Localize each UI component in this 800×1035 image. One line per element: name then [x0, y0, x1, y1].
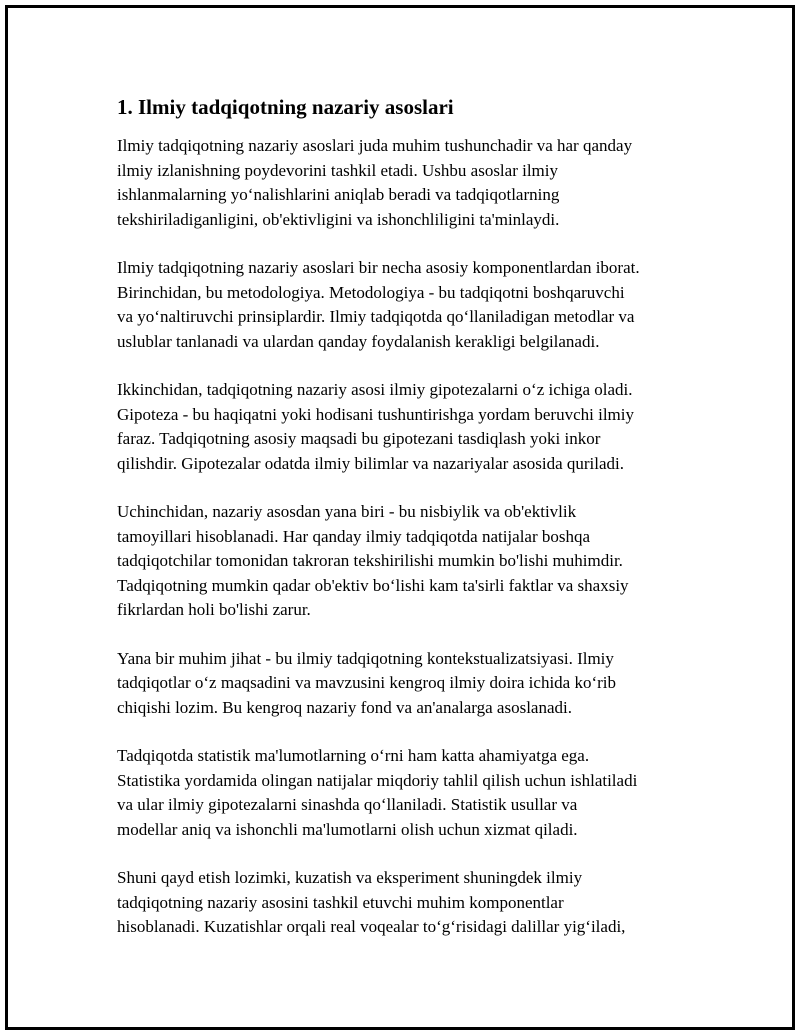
- text-line: tekshiriladiganligini, ob'ektivligini va ishonchliligini ta'minlaydi.: [117, 209, 560, 229]
- text-line: va yo‘naltiruvchi prinsiplardir. Ilmiy tadqiqotda qo‘llaniladigan metodlar va: [117, 307, 635, 326]
- text-line: qilishdir. Gipotezalar odatda ilmiy bilimlar va nazariyalar asosida quriladi.: [117, 453, 625, 473]
- text-line: Statistika yordamida olingan natijalar miqdoriy tahlil qilish uchun ishlatiladi: [117, 770, 638, 790]
- paragraph-6: [117, 744, 697, 842]
- text-line: Ikkinchidan, tadqiqotning nazariy asosi ilmiy gipotezalarni o‘z ichiga oladi.: [117, 380, 633, 399]
- text-line: Birinchidan, bu metodologiya. Metodologiya - bu tadqiqotni boshqaruvchi: [117, 282, 625, 302]
- text-line: tamoyillari hisoblanadi. Har qanday ilmiy tadqiqotda natijalar boshqa: [117, 526, 591, 546]
- paragraph-4: [117, 500, 697, 623]
- text-line: Tadqiqotda statistik ma'lumotlarning o‘rni ham katta ahamiyatga ega.: [117, 746, 590, 765]
- paragraph-5: [117, 647, 697, 721]
- text-line: faraz. Tadqiqotning asosiy maqsadi bu gipotezani tasdiqlash yoki inkor: [117, 429, 601, 448]
- text-line: Shuni qayd etish lozimki, kuzatish va eksperiment shuningdek ilmiy: [117, 868, 583, 887]
- text-line: Gipoteza - bu haqiqatni yoki hodisani tushuntirishga yordam beruvchi ilmiy: [117, 404, 634, 424]
- text-line: ilmiy izlanishning poydevorini tashkil etadi. Ushbu asoslar ilmiy: [117, 160, 559, 180]
- paragraph-3: [117, 378, 697, 476]
- paragraph-1: [117, 134, 697, 232]
- paragraph-2: [117, 256, 697, 354]
- text-line: ishlanmalarning yo‘nalishlarini aniqlab beradi va tadqiqotlarning: [117, 185, 560, 204]
- text-line: Tadqiqotning mumkin qadar ob'ektiv bo‘lishi kam ta'sirli faktlar va shaxsiy: [117, 575, 629, 595]
- text-line: hisoblanadi. Kuzatishlar orqali real voqealar to‘g‘risidagi dalillar yig‘iladi,: [117, 917, 626, 936]
- text-line: fikrlardan holi bo'lishi zarur.: [117, 600, 311, 619]
- text-line: Uchinchidan, nazariy asosdan yana biri - bu nisbiylik va ob'ektivlik: [117, 502, 577, 521]
- text-line: Yana bir muhim jihat - bu ilmiy tadqiqotning kontekstualizatsiyasi. Ilmiy: [117, 648, 614, 668]
- text-line: modellar aniq va ishonchli ma'lumotlarni olish uchun xizmat qiladi.: [117, 819, 578, 839]
- text-line: tadqiqotchilar tomonidan takroran tekshirilishi mumkin bo'lishi muhimdir.: [117, 551, 623, 570]
- document-body: [117, 94, 697, 964]
- text-line: Ilmiy tadqiqotning nazariy asoslari bir necha asosiy komponentlardan iborat.: [117, 258, 640, 277]
- paragraph-7: [117, 866, 697, 940]
- text-line: tadqiqotlar o‘z maqsadini va mavzusini kengroq ilmiy doira ichida ko‘rib: [117, 673, 617, 692]
- text-line: uslublar tanlanadi va ulardan qanday foydalanish kerakligi belgilanadi.: [117, 331, 600, 351]
- text-line: tadqiqotning nazariy asosini tashkil etuvchi muhim komponentlar: [117, 892, 564, 912]
- text-line: va ular ilmiy gipotezalarni sinashda qo‘llaniladi. Statistik usullar va: [117, 795, 578, 814]
- text-line: chiqishi lozim. Bu kengroq nazariy fond va an'analarga asoslanadi.: [117, 697, 572, 717]
- section-heading: 1. Ilmiy tadqiqotning nazariy asoslari: [117, 95, 454, 119]
- text-line: Ilmiy tadqiqotning nazariy asoslari juda muhim tushunchadir va har qanday: [117, 136, 633, 155]
